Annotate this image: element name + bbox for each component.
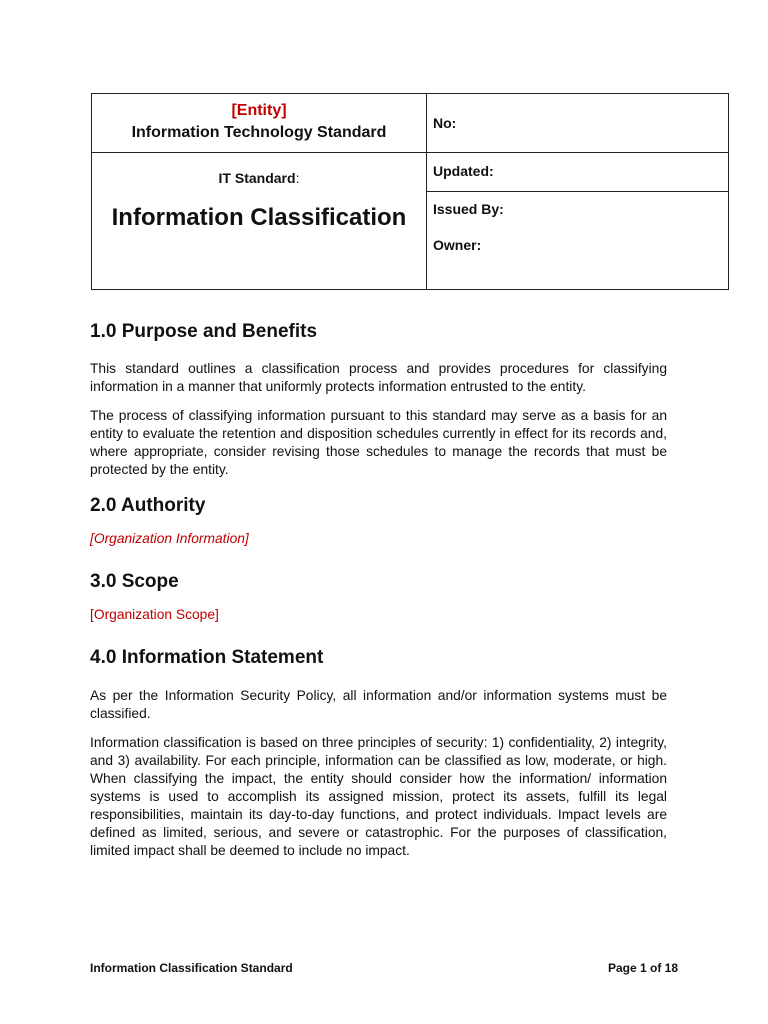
header-divider-right-2 (426, 191, 729, 192)
section-heading-information-statement: 4.0 Information Statement (90, 647, 324, 668)
header-divider-right-1 (426, 152, 729, 153)
purpose-paragraph-1: This standard outlines a classification process and provides procedures for classifying information in a manner that uniformly protects information entrusted to the entity. (90, 361, 667, 394)
statement-paragraph-1: As per the Information Security Policy, all information and/or information systems must be classified. (90, 688, 667, 721)
document-body (90, 318, 667, 860)
authority-placeholder: [Organization Information] (90, 531, 249, 546)
it-standard-label (92, 170, 426, 186)
scope-placeholder: [Organization Scope] (90, 607, 219, 622)
section-heading-authority: 2.0 Authority (90, 495, 206, 516)
section-heading-scope: 3.0 Scope (90, 571, 179, 592)
updated-label: Updated: (433, 163, 494, 179)
statement-paragraph-2: Information classification is based on three principles of security: 1) confidentiality, 2) integrity, and 3) availability. For each principle, information can be classified as low, moderate, or high. When classifying the impact, the entity should consider how the information/ information systems is used to accomplish its assigned mission, protect its assets, fulfill its legal responsibilities, maintain its day-to-day functions, and protect individuals. Impact levels are defined as limited, serious, and severe or catastrophic. For the purposes of classification, limited impact shall be deemed to include no impact. (90, 735, 667, 858)
entity-placeholder: [Entity] (231, 102, 287, 119)
header-divider-left (92, 152, 426, 153)
it-standard-label-text: IT Standard (218, 170, 296, 186)
document-title: Information Classification (111, 204, 407, 231)
standard-type-title: Information Technology Standard (131, 124, 387, 141)
header-table (91, 93, 729, 290)
footer-document-name: Information Classification Standard (90, 961, 293, 975)
owner-label: Owner: (433, 237, 482, 253)
it-standard-colon: : (295, 170, 300, 186)
section-heading-purpose: 1.0 Purpose and Benefits (90, 321, 318, 342)
footer-page-number: Page 1 of 18 (608, 961, 679, 975)
no-label: No: (433, 115, 457, 131)
purpose-paragraph-2: The process of classifying information pursuant to this standard may serve as a basis for an entity to evaluate the retention and disposition schedules currently in effect for its records and, where appropriate, consider revising those schedules to manage the records that must be protected by the entity. (90, 408, 667, 477)
issued-by-label: Issued By: (433, 201, 504, 217)
